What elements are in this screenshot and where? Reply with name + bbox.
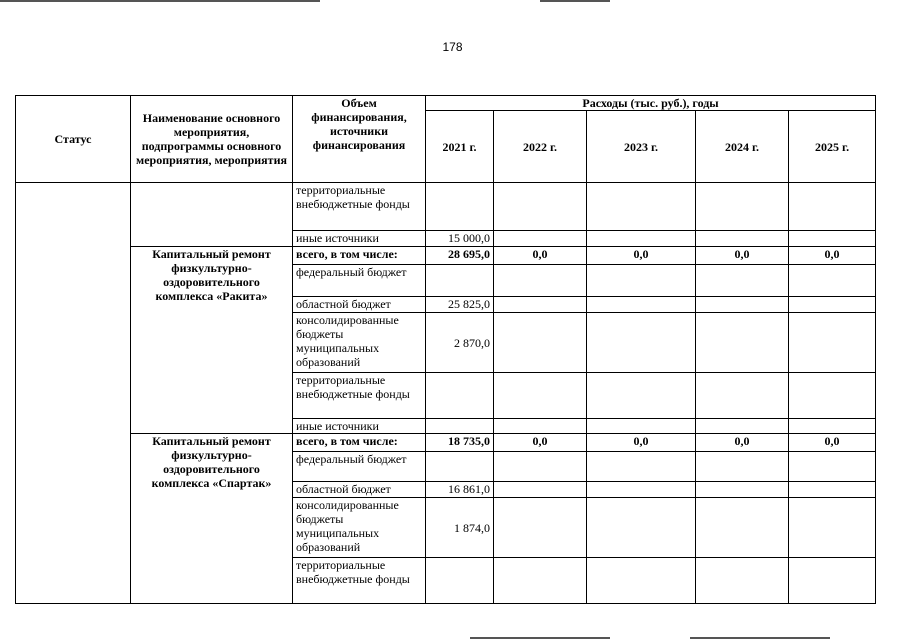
scan-edge-line xyxy=(470,637,610,639)
scan-edge-line xyxy=(540,0,610,2)
header-year-2025: 2025 г. xyxy=(789,111,876,183)
page-number: 178 xyxy=(442,40,463,54)
total-2024: 0,0 xyxy=(696,247,789,265)
source-total: всего, в том числе: xyxy=(293,247,426,265)
value-2021: 16 861,0 xyxy=(426,482,494,498)
total-2023: 0,0 xyxy=(587,434,696,452)
total-2024: 0,0 xyxy=(696,434,789,452)
scan-edge-line xyxy=(690,637,830,639)
value-2021: 1 874,0 xyxy=(426,498,494,558)
total-2023: 0,0 xyxy=(587,247,696,265)
name-cell xyxy=(131,183,293,247)
source-municipal: консолидированные бюджеты муниципальных образований xyxy=(293,498,426,558)
header-year-2024: 2024 г. xyxy=(696,111,789,183)
header-status: Статус xyxy=(16,96,131,183)
total-2022: 0,0 xyxy=(494,434,587,452)
source-territorial: территориальные внебюджетные фонды xyxy=(293,558,426,604)
source-municipal: консолидированные бюджеты муниципальных образований xyxy=(293,313,426,373)
source-territorial: территориальные внебюджетные фонды xyxy=(293,183,426,231)
total-2021: 28 695,0 xyxy=(426,247,494,265)
value-2021: 2 870,0 xyxy=(426,313,494,373)
total-2025: 0,0 xyxy=(789,247,876,265)
total-2025: 0,0 xyxy=(789,434,876,452)
source-federal: федеральный бюджет xyxy=(293,452,426,482)
value-2021: 15 000,0 xyxy=(426,231,494,247)
total-2022: 0,0 xyxy=(494,247,587,265)
total-2021: 18 735,0 xyxy=(426,434,494,452)
measure-name-rakita: Капитальный ремонт физкультурно-оздоровительного комплекса «Ракита» xyxy=(131,247,293,434)
source-regional: областной бюджет xyxy=(293,482,426,498)
source-regional: областной бюджет xyxy=(293,297,426,313)
header-year-2021: 2021 г. xyxy=(426,111,494,183)
status-cell xyxy=(16,183,131,604)
budget-table xyxy=(15,95,876,604)
source-other: иные источники xyxy=(293,419,426,434)
source-territorial: территориальные внебюджетные фонды xyxy=(293,373,426,419)
header-year-2022: 2022 г. xyxy=(494,111,587,183)
source-total: всего, в том числе: xyxy=(293,434,426,452)
scan-edge-line xyxy=(0,0,320,2)
header-year-2023: 2023 г. xyxy=(587,111,696,183)
table-row-total xyxy=(16,434,876,452)
table-row xyxy=(16,183,876,231)
header-funding: Объем финансирования, источники финансирования xyxy=(293,96,426,183)
source-federal: федеральный бюджет xyxy=(293,265,426,297)
value-2021: 25 825,0 xyxy=(426,297,494,313)
header-expenses: Расходы (тыс. руб.), годы xyxy=(426,96,876,111)
measure-name-spartak: Капитальный ремонт физкультурно-оздоровительного комплекса «Спартак» xyxy=(131,434,293,604)
source-other: иные источники xyxy=(293,231,426,247)
header-name: Наименование основного мероприятия, подпрограммы основного мероприятия, мероприятия xyxy=(131,96,293,183)
table-row-total xyxy=(16,247,876,265)
